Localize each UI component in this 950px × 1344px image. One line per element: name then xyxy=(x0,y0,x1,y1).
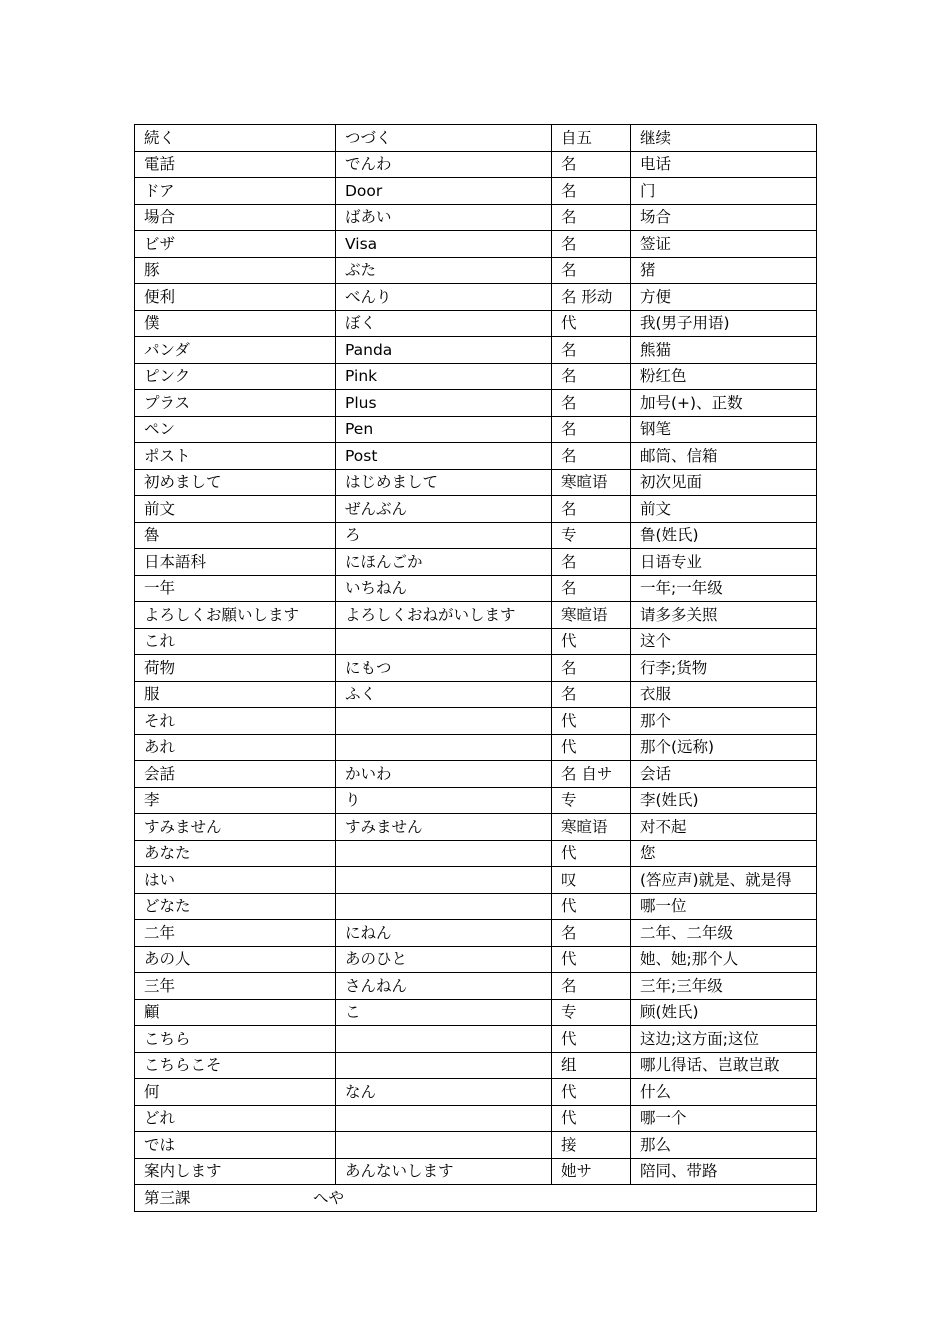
word-cell: 荷物 xyxy=(135,655,336,682)
meaning-cell: 前文 xyxy=(631,496,817,523)
table-row xyxy=(135,257,817,284)
lesson-title: 第三課 xyxy=(144,1188,191,1207)
part-of-speech-cell: 名 xyxy=(552,920,631,947)
table-row xyxy=(135,284,817,311)
meaning-cell: 日语专业 xyxy=(631,549,817,576)
meaning-cell: 二年、二年级 xyxy=(631,920,817,947)
reading-cell: いちねん xyxy=(336,575,552,602)
part-of-speech-cell: 接 xyxy=(552,1132,631,1159)
lesson-footer-cell xyxy=(135,1185,817,1212)
table-row xyxy=(135,310,817,337)
part-of-speech-cell: 组 xyxy=(552,1052,631,1079)
reading-cell: あのひと xyxy=(336,946,552,973)
table-row xyxy=(135,151,817,178)
word-cell: ビザ xyxy=(135,231,336,258)
lesson-word: へや xyxy=(313,1188,345,1207)
meaning-cell: 加号(+)、正数 xyxy=(631,390,817,417)
word-cell: 顧 xyxy=(135,999,336,1026)
table-row xyxy=(135,708,817,735)
word-cell: 便利 xyxy=(135,284,336,311)
reading-cell: ぜんぶん xyxy=(336,496,552,523)
meaning-cell: 什么 xyxy=(631,1079,817,1106)
table-row xyxy=(135,125,817,152)
table-row xyxy=(135,920,817,947)
meaning-cell: 她、她;那个人 xyxy=(631,946,817,973)
word-cell: どなた xyxy=(135,893,336,920)
reading-cell xyxy=(336,893,552,920)
part-of-speech-cell: 代 xyxy=(552,1026,631,1053)
part-of-speech-cell: 名 xyxy=(552,204,631,231)
meaning-cell: 场合 xyxy=(631,204,817,231)
meaning-cell: 邮筒、信箱 xyxy=(631,443,817,470)
reading-cell: Plus xyxy=(336,390,552,417)
reading-cell xyxy=(336,1026,552,1053)
table-row xyxy=(135,204,817,231)
reading-cell: ばあい xyxy=(336,204,552,231)
part-of-speech-cell: 代 xyxy=(552,840,631,867)
meaning-cell: 猪 xyxy=(631,257,817,284)
part-of-speech-cell: 名 xyxy=(552,337,631,364)
word-cell: 魯 xyxy=(135,522,336,549)
part-of-speech-cell: 代 xyxy=(552,628,631,655)
meaning-cell: 那么 xyxy=(631,1132,817,1159)
meaning-cell: 这个 xyxy=(631,628,817,655)
part-of-speech-cell: 代 xyxy=(552,946,631,973)
meaning-cell: 签证 xyxy=(631,231,817,258)
part-of-speech-cell: 自五 xyxy=(552,125,631,152)
meaning-cell: 我(男子用语) xyxy=(631,310,817,337)
word-cell: これ xyxy=(135,628,336,655)
meaning-cell: 这边;这方面;这位 xyxy=(631,1026,817,1053)
part-of-speech-cell: 名 xyxy=(552,151,631,178)
meaning-cell: (答应声)就是、就是得 xyxy=(631,867,817,894)
word-cell: 一年 xyxy=(135,575,336,602)
table-row xyxy=(135,178,817,205)
reading-cell: Post xyxy=(336,443,552,470)
part-of-speech-cell: 叹 xyxy=(552,867,631,894)
table-row xyxy=(135,840,817,867)
meaning-cell: 三年;三年级 xyxy=(631,973,817,1000)
part-of-speech-cell: 专 xyxy=(552,999,631,1026)
reading-cell xyxy=(336,1105,552,1132)
word-cell: 豚 xyxy=(135,257,336,284)
word-cell: ペン xyxy=(135,416,336,443)
meaning-cell: 陪同、带路 xyxy=(631,1158,817,1185)
table-row xyxy=(135,549,817,576)
meaning-cell: 您 xyxy=(631,840,817,867)
table-row xyxy=(135,814,817,841)
table-row xyxy=(135,787,817,814)
table-row xyxy=(135,681,817,708)
reading-cell: ふく xyxy=(336,681,552,708)
reading-cell: にねん xyxy=(336,920,552,947)
meaning-cell: 初次见面 xyxy=(631,469,817,496)
part-of-speech-cell: 名 自サ xyxy=(552,761,631,788)
reading-cell: さんねん xyxy=(336,973,552,1000)
part-of-speech-cell: 寒暄语 xyxy=(552,602,631,629)
table-row xyxy=(135,1105,817,1132)
word-cell: パンダ xyxy=(135,337,336,364)
meaning-cell: 那个 xyxy=(631,708,817,735)
table-row xyxy=(135,390,817,417)
vocabulary-table xyxy=(134,124,817,1212)
reading-cell: かいわ xyxy=(336,761,552,788)
reading-cell xyxy=(336,1132,552,1159)
part-of-speech-cell: 代 xyxy=(552,1105,631,1132)
meaning-cell: 哪一位 xyxy=(631,893,817,920)
table-row xyxy=(135,496,817,523)
table-row xyxy=(135,1026,817,1053)
part-of-speech-cell: 名 xyxy=(552,257,631,284)
word-cell: それ xyxy=(135,708,336,735)
part-of-speech-cell: 名 xyxy=(552,363,631,390)
table-row xyxy=(135,893,817,920)
part-of-speech-cell: 名 xyxy=(552,496,631,523)
reading-cell xyxy=(336,840,552,867)
part-of-speech-cell: 名 xyxy=(552,681,631,708)
reading-cell: よろしくおねがいします xyxy=(336,602,552,629)
word-cell: 日本語科 xyxy=(135,549,336,576)
reading-cell: はじめまして xyxy=(336,469,552,496)
word-cell: では xyxy=(135,1132,336,1159)
meaning-cell: 粉红色 xyxy=(631,363,817,390)
table-row xyxy=(135,655,817,682)
word-cell: はい xyxy=(135,867,336,894)
word-cell: 二年 xyxy=(135,920,336,947)
meaning-cell: 方便 xyxy=(631,284,817,311)
part-of-speech-cell: 寒暄语 xyxy=(552,469,631,496)
part-of-speech-cell: 专 xyxy=(552,522,631,549)
vocabulary-table-body xyxy=(135,125,817,1185)
table-row xyxy=(135,867,817,894)
reading-cell: り xyxy=(336,787,552,814)
reading-cell xyxy=(336,1052,552,1079)
table-row xyxy=(135,469,817,496)
word-cell: ピンク xyxy=(135,363,336,390)
word-cell: あれ xyxy=(135,734,336,761)
word-cell: 続く xyxy=(135,125,336,152)
table-row xyxy=(135,946,817,973)
word-cell: あの人 xyxy=(135,946,336,973)
word-cell: どれ xyxy=(135,1105,336,1132)
reading-cell: なん xyxy=(336,1079,552,1106)
meaning-cell: 衣服 xyxy=(631,681,817,708)
word-cell: こちら xyxy=(135,1026,336,1053)
reading-cell: Panda xyxy=(336,337,552,364)
meaning-cell: 继续 xyxy=(631,125,817,152)
reading-cell xyxy=(336,708,552,735)
reading-cell: つづく xyxy=(336,125,552,152)
reading-cell: にもつ xyxy=(336,655,552,682)
reading-cell: こ xyxy=(336,999,552,1026)
word-cell: 電話 xyxy=(135,151,336,178)
table-row xyxy=(135,575,817,602)
reading-cell xyxy=(336,628,552,655)
meaning-cell: 电话 xyxy=(631,151,817,178)
meaning-cell: 钢笔 xyxy=(631,416,817,443)
meaning-cell: 李(姓氏) xyxy=(631,787,817,814)
reading-cell: べんり xyxy=(336,284,552,311)
table-row xyxy=(135,973,817,1000)
word-cell: 李 xyxy=(135,787,336,814)
part-of-speech-cell: 名 xyxy=(552,575,631,602)
word-cell: プラス xyxy=(135,390,336,417)
word-cell: ドア xyxy=(135,178,336,205)
part-of-speech-cell: 名 xyxy=(552,390,631,417)
part-of-speech-cell: 她サ xyxy=(552,1158,631,1185)
word-cell: 何 xyxy=(135,1079,336,1106)
word-cell: 前文 xyxy=(135,496,336,523)
reading-cell: Pink xyxy=(336,363,552,390)
reading-cell: あんないします xyxy=(336,1158,552,1185)
meaning-cell: 对不起 xyxy=(631,814,817,841)
table-row xyxy=(135,1079,817,1106)
reading-cell xyxy=(336,867,552,894)
word-cell: こちらこそ xyxy=(135,1052,336,1079)
reading-cell: ぶた xyxy=(336,257,552,284)
meaning-cell: 那个(远称) xyxy=(631,734,817,761)
word-cell: 初めまして xyxy=(135,469,336,496)
table-row xyxy=(135,628,817,655)
word-cell: 三年 xyxy=(135,973,336,1000)
word-cell: 僕 xyxy=(135,310,336,337)
table-row xyxy=(135,999,817,1026)
table-row xyxy=(135,1132,817,1159)
meaning-cell: 会话 xyxy=(631,761,817,788)
part-of-speech-cell: 名 xyxy=(552,655,631,682)
table-row xyxy=(135,416,817,443)
table-row xyxy=(135,761,817,788)
meaning-cell: 哪儿得话、岂敢岂敢 xyxy=(631,1052,817,1079)
part-of-speech-cell: 名 xyxy=(552,973,631,1000)
lesson-footer-row xyxy=(135,1185,817,1212)
meaning-cell: 鲁(姓氏) xyxy=(631,522,817,549)
meaning-cell: 请多多关照 xyxy=(631,602,817,629)
part-of-speech-cell: 名 xyxy=(552,549,631,576)
word-cell: ポスト xyxy=(135,443,336,470)
part-of-speech-cell: 名 形动 xyxy=(552,284,631,311)
table-row xyxy=(135,1158,817,1185)
table-row xyxy=(135,1052,817,1079)
word-cell: 会話 xyxy=(135,761,336,788)
word-cell: 案内します xyxy=(135,1158,336,1185)
word-cell: 服 xyxy=(135,681,336,708)
part-of-speech-cell: 专 xyxy=(552,787,631,814)
reading-cell: Door xyxy=(336,178,552,205)
reading-cell: でんわ xyxy=(336,151,552,178)
table-row xyxy=(135,734,817,761)
part-of-speech-cell: 代 xyxy=(552,893,631,920)
meaning-cell: 门 xyxy=(631,178,817,205)
part-of-speech-cell: 代 xyxy=(552,1079,631,1106)
table-row xyxy=(135,337,817,364)
meaning-cell: 行李;货物 xyxy=(631,655,817,682)
part-of-speech-cell: 名 xyxy=(552,416,631,443)
reading-cell: ぼく xyxy=(336,310,552,337)
meaning-cell: 熊猫 xyxy=(631,337,817,364)
reading-cell: Visa xyxy=(336,231,552,258)
reading-cell: にほんごか xyxy=(336,549,552,576)
reading-cell: すみません xyxy=(336,814,552,841)
part-of-speech-cell: 名 xyxy=(552,231,631,258)
part-of-speech-cell: 代 xyxy=(552,310,631,337)
word-cell: あなた xyxy=(135,840,336,867)
part-of-speech-cell: 名 xyxy=(552,443,631,470)
word-cell: よろしくお願いします xyxy=(135,602,336,629)
part-of-speech-cell: 代 xyxy=(552,708,631,735)
meaning-cell: 一年;一年级 xyxy=(631,575,817,602)
part-of-speech-cell: 名 xyxy=(552,178,631,205)
reading-cell: Pen xyxy=(336,416,552,443)
table-row xyxy=(135,231,817,258)
table-row xyxy=(135,443,817,470)
word-cell: すみません xyxy=(135,814,336,841)
reading-cell xyxy=(336,734,552,761)
part-of-speech-cell: 寒暄语 xyxy=(552,814,631,841)
table-row xyxy=(135,363,817,390)
reading-cell: ろ xyxy=(336,522,552,549)
meaning-cell: 顾(姓氏) xyxy=(631,999,817,1026)
table-row xyxy=(135,522,817,549)
meaning-cell: 哪一个 xyxy=(631,1105,817,1132)
word-cell: 場合 xyxy=(135,204,336,231)
table-row xyxy=(135,602,817,629)
part-of-speech-cell: 代 xyxy=(552,734,631,761)
